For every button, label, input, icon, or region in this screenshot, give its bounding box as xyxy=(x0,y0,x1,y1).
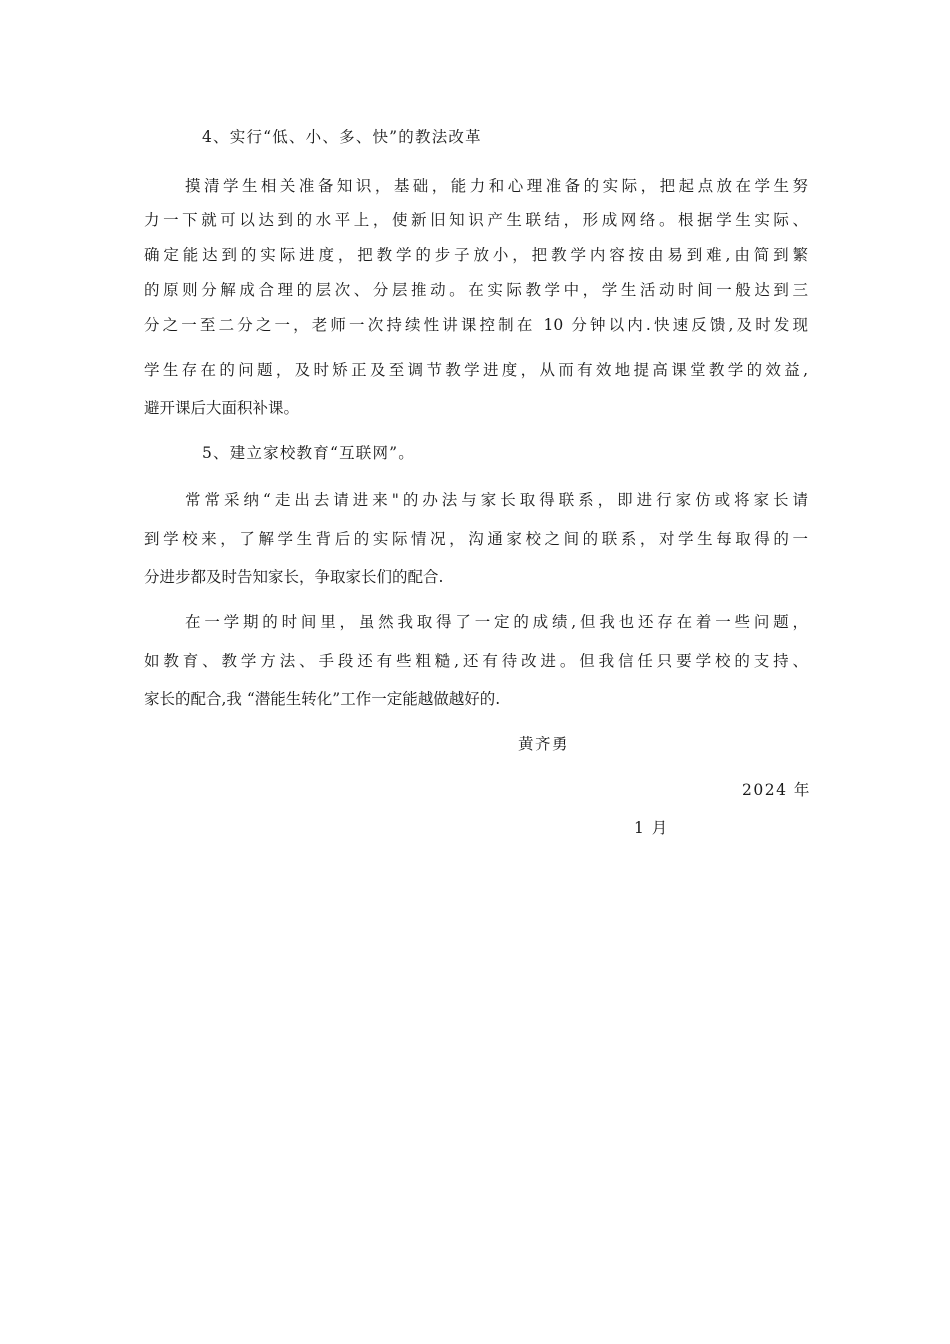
section-5-line-3: 分进步都及时告知家长，争取家长们的配合. xyxy=(144,568,444,586)
section-4-line-2: 力一下就可以达到的水平上，使新旧知识产生联结，形成网络。根据学生实际、 xyxy=(144,211,808,229)
closing-line-3: 家长的配合,我 “潜能生转化”工作一定能越做越好的. xyxy=(144,690,501,708)
section-5-line-1: 常常采纳“走出去请进来"的办法与家长取得联系，即进行家仿或将家长请 xyxy=(185,491,808,509)
section-4-line-6: 学生存在的问题，及时矫正及至调节教学进度，从而有效地提高课堂教学的效益, xyxy=(144,361,808,379)
section-4-line-3: 确定能达到的实际进度，把教学的步子放小，把教学内容按由易到难,由简到繁 xyxy=(144,246,808,264)
section-5-heading: 5、建立家校教育“互联网”。 xyxy=(202,444,416,462)
signature-month: 1 月 xyxy=(634,819,669,837)
section-4-line-7: 避开课后大面积补课。 xyxy=(144,399,300,417)
section-5-line-2: 到学校来，了解学生背后的实际情况，沟通家校之间的联系，对学生每取得的一 xyxy=(144,530,808,548)
closing-line-2: 如教育、教学方法、手段还有些粗糙,还有待改进。但我信任只要学校的支持、 xyxy=(144,652,808,670)
closing-line-1: 在一学期的时间里，虽然我取得了一定的成绩,但我也还存在着一些问题， xyxy=(185,613,808,631)
section-4-line-1: 摸清学生相关准备知识，基础，能力和心理准备的实际，把起点放在学生努 xyxy=(185,177,808,195)
section-4-line-4: 的原则分解成合理的层次、分层推动。在实际教学中，学生活动时间一般达到三 xyxy=(144,281,808,299)
signature-year: 2024 年 xyxy=(742,781,811,799)
section-4-heading: 4、实行“低、小、多、快”的教法改革 xyxy=(202,128,482,146)
signature-name: 黄齐勇 xyxy=(518,735,570,753)
section-4-line-5: 分之一至二分之一，老师一次持续性讲课控制在 10 分钟以内.快速反馈,及时发现 xyxy=(144,316,808,334)
